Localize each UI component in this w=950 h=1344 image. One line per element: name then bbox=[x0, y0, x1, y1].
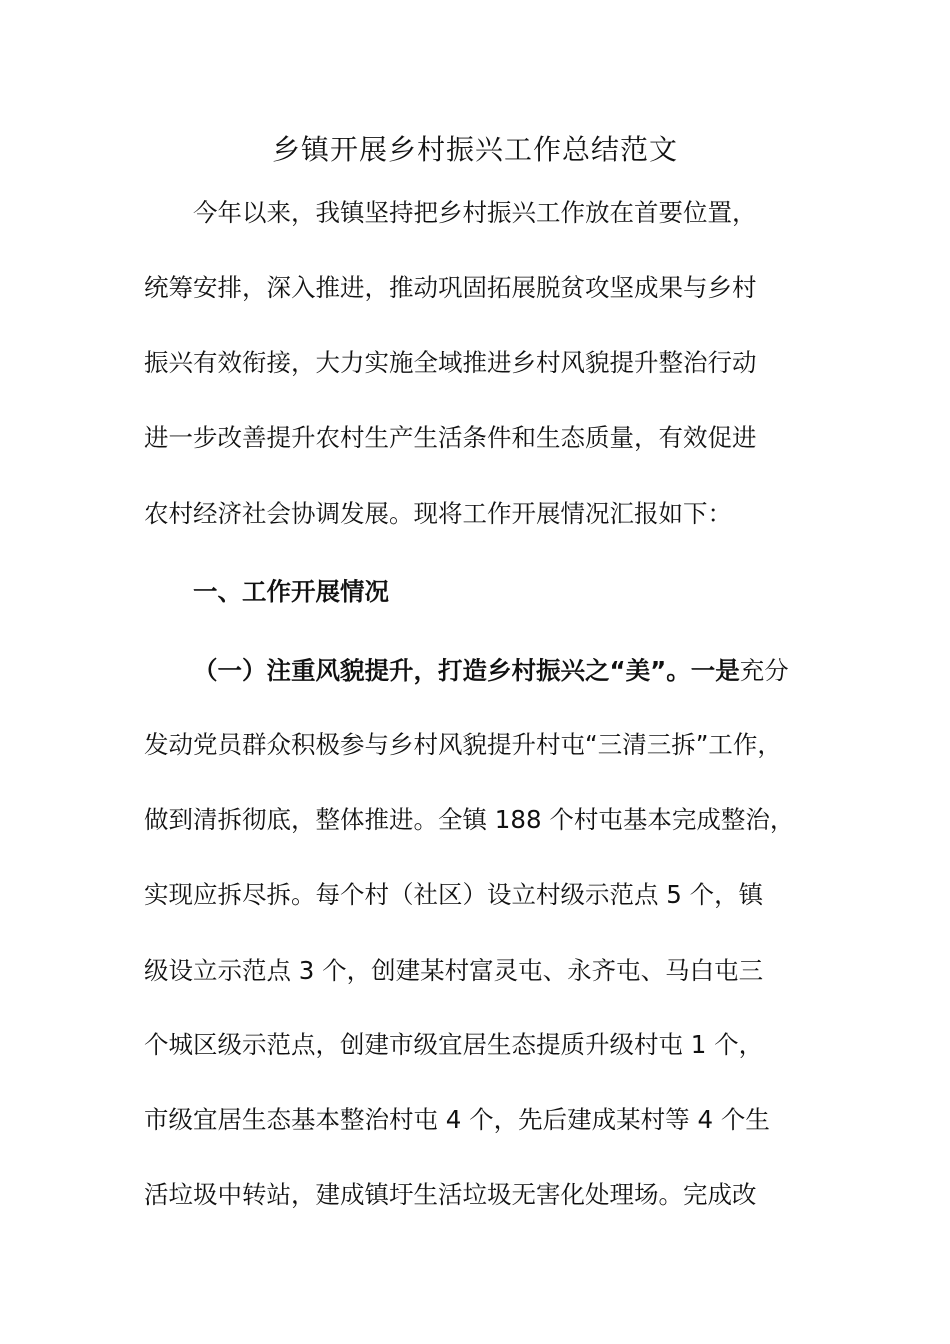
body-line-1: 发动党员群众积极参与乡村风貌提升村屯“三清三拆”工作， bbox=[144, 730, 782, 759]
subsection-first-line-rest: 充分 bbox=[739, 656, 789, 685]
body-line-6: 市级宜居生态基本整治村屯 4 个，先后建成某村等 4 个生 bbox=[144, 1105, 770, 1134]
body-line-4: 级设立示范点 3 个，创建某村富灵屯、永齐屯、马白屯三 bbox=[144, 956, 764, 985]
body-line-5: 个城区级示范点，创建市级宜居生态提质升级村屯 1 个， bbox=[144, 1030, 764, 1059]
subsection-heading: （一）注重风貌提升，打造乡村振兴之“美”。 bbox=[193, 656, 691, 685]
intro-line-2: 统筹安排，深入推进，推动巩固拓展脱贫攻坚成果与乡村 bbox=[144, 273, 757, 302]
intro-line-4: 进一步改善提升农村生产生活条件和生态质量，有效促进 bbox=[144, 423, 757, 452]
section-heading: 一、工作开展情况 bbox=[193, 577, 389, 606]
intro-line-5: 农村经济社会协调发展。现将工作开展情况汇报如下： bbox=[144, 499, 732, 528]
intro-line-3: 振兴有效衔接，大力实施全域推进乡村风貌提升整治行动 bbox=[144, 348, 757, 377]
body-line-7: 活垃圾中转站，建成镇圩生活垃圾无害化处理场。完成改 bbox=[144, 1180, 757, 1209]
subsection-lead: 一是 bbox=[690, 656, 740, 685]
document-title: 乡镇开展乡村振兴工作总结范文 bbox=[271, 133, 678, 166]
body-line-3: 实现应拆尽拆。每个村（社区）设立村级示范点 5 个，镇 bbox=[144, 880, 764, 909]
body-line-2: 做到清拆彻底，整体推进。全镇 188 个村屯基本完成整治， bbox=[144, 805, 795, 834]
intro-line-1: 今年以来，我镇坚持把乡村振兴工作放在首要位置， bbox=[193, 198, 757, 227]
subsection-first-line bbox=[193, 651, 789, 691]
